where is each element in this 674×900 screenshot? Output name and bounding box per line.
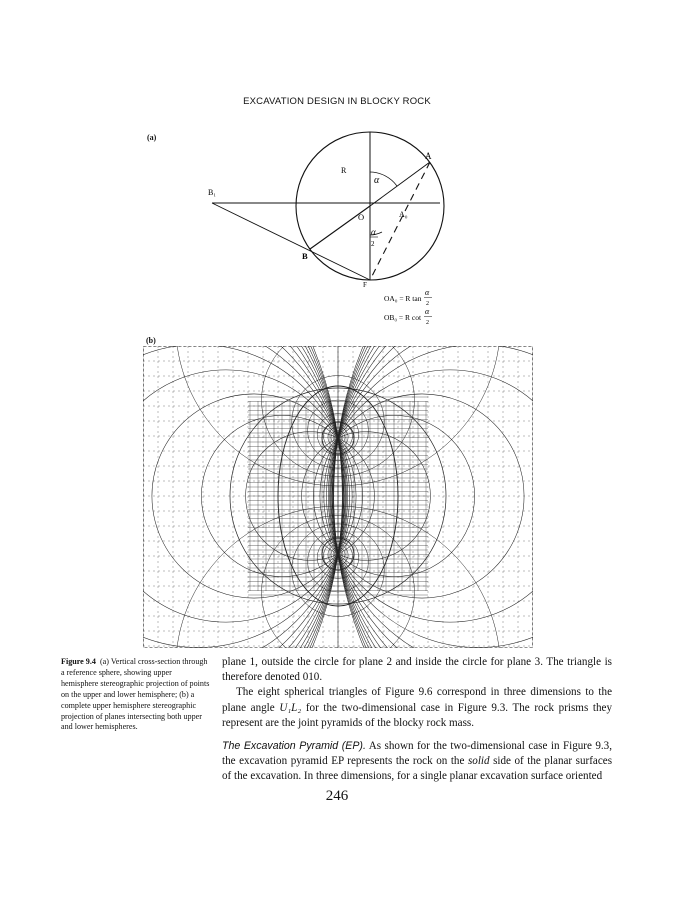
- formula-ob0-den: 2: [426, 320, 429, 325]
- caption-text: (a) Vertical cross-section through a reference sphere, showing upper hemisphere stereographic projection of points on the upper and lower hemisphere; (b) a complete upper hemisphere stereographic projection of planes intersecting both upper and lower hemispheres.: [61, 657, 210, 732]
- formula-oa0-den: 2: [426, 301, 429, 307]
- paragraph-2-variable: U₁L₂: [279, 701, 302, 714]
- label-a: A: [425, 151, 432, 161]
- run-in-heading: The Excavation Pyramid (EP).: [222, 740, 366, 753]
- great-circle-arc: [143, 346, 345, 648]
- great-circle-arc: [330, 346, 533, 648]
- label-b: B: [302, 251, 308, 261]
- figure-b-stereonet: [143, 346, 533, 648]
- formula-ob0-num: α: [425, 307, 430, 316]
- formula-oa0-num: α: [425, 288, 430, 297]
- figure-caption: [61, 657, 211, 733]
- paragraph-3-emphasis: solid: [467, 755, 490, 768]
- running-head: EXCAVATION DESIGN IN BLOCKY ROCK: [243, 96, 431, 107]
- great-circle-arc: [331, 346, 533, 648]
- figure-a-cross-section: [140, 125, 450, 325]
- label-alpha: α: [374, 175, 380, 186]
- panel-label-a: (a): [147, 133, 157, 142]
- label-f: F: [363, 281, 367, 289]
- paragraph-3: [222, 739, 612, 785]
- formula-oa0: OA₀ = R tan: [384, 294, 422, 303]
- formula-ob0: OB₀ = R cot: [384, 313, 422, 322]
- label-r: R: [341, 166, 347, 175]
- paragraph-2-a: The eight spherical triangles of Figure 9.6 correspond in three dimensions to the plane angle: [222, 686, 612, 714]
- paragraph-1: plane 1, outside the circle for plane 2 and inside the circle for plane 3. The triangle is therefore denoted 010.: [222, 656, 612, 684]
- caption-label: Figure 9.4: [61, 657, 96, 666]
- label-b1: B₁: [208, 188, 217, 197]
- line-b1f: [212, 203, 370, 280]
- panel-label-b: (b): [146, 336, 156, 345]
- great-circle-arc: [143, 346, 346, 648]
- great-circle-arc: [143, 346, 345, 648]
- stereonet-grid: [143, 346, 533, 648]
- paragraph-2: [222, 685, 612, 731]
- label-o: O: [358, 212, 365, 222]
- label-alpha-half-den: 2: [371, 240, 375, 248]
- label-alpha-half-num: α: [371, 227, 376, 237]
- page-number: 246: [325, 788, 349, 804]
- paragraph-3-a: As shown for the two-dimensional case in Figure 9.3, the excavation pyramid EP represents the rock on the: [222, 740, 613, 768]
- paragraph-2-b: for the two-dimensional case in Figure 9.3. The rock prisms they represent are the joint pyramids of the blocky rock mass.: [222, 701, 612, 729]
- label-a0: A₀: [399, 210, 408, 219]
- great-circle-arc: [331, 346, 533, 648]
- paragraph-3-b: side of the planar surfaces of the excavation. In three dimensions, for a single planar excavation surface oriented: [222, 755, 613, 783]
- body-text: [222, 655, 612, 785]
